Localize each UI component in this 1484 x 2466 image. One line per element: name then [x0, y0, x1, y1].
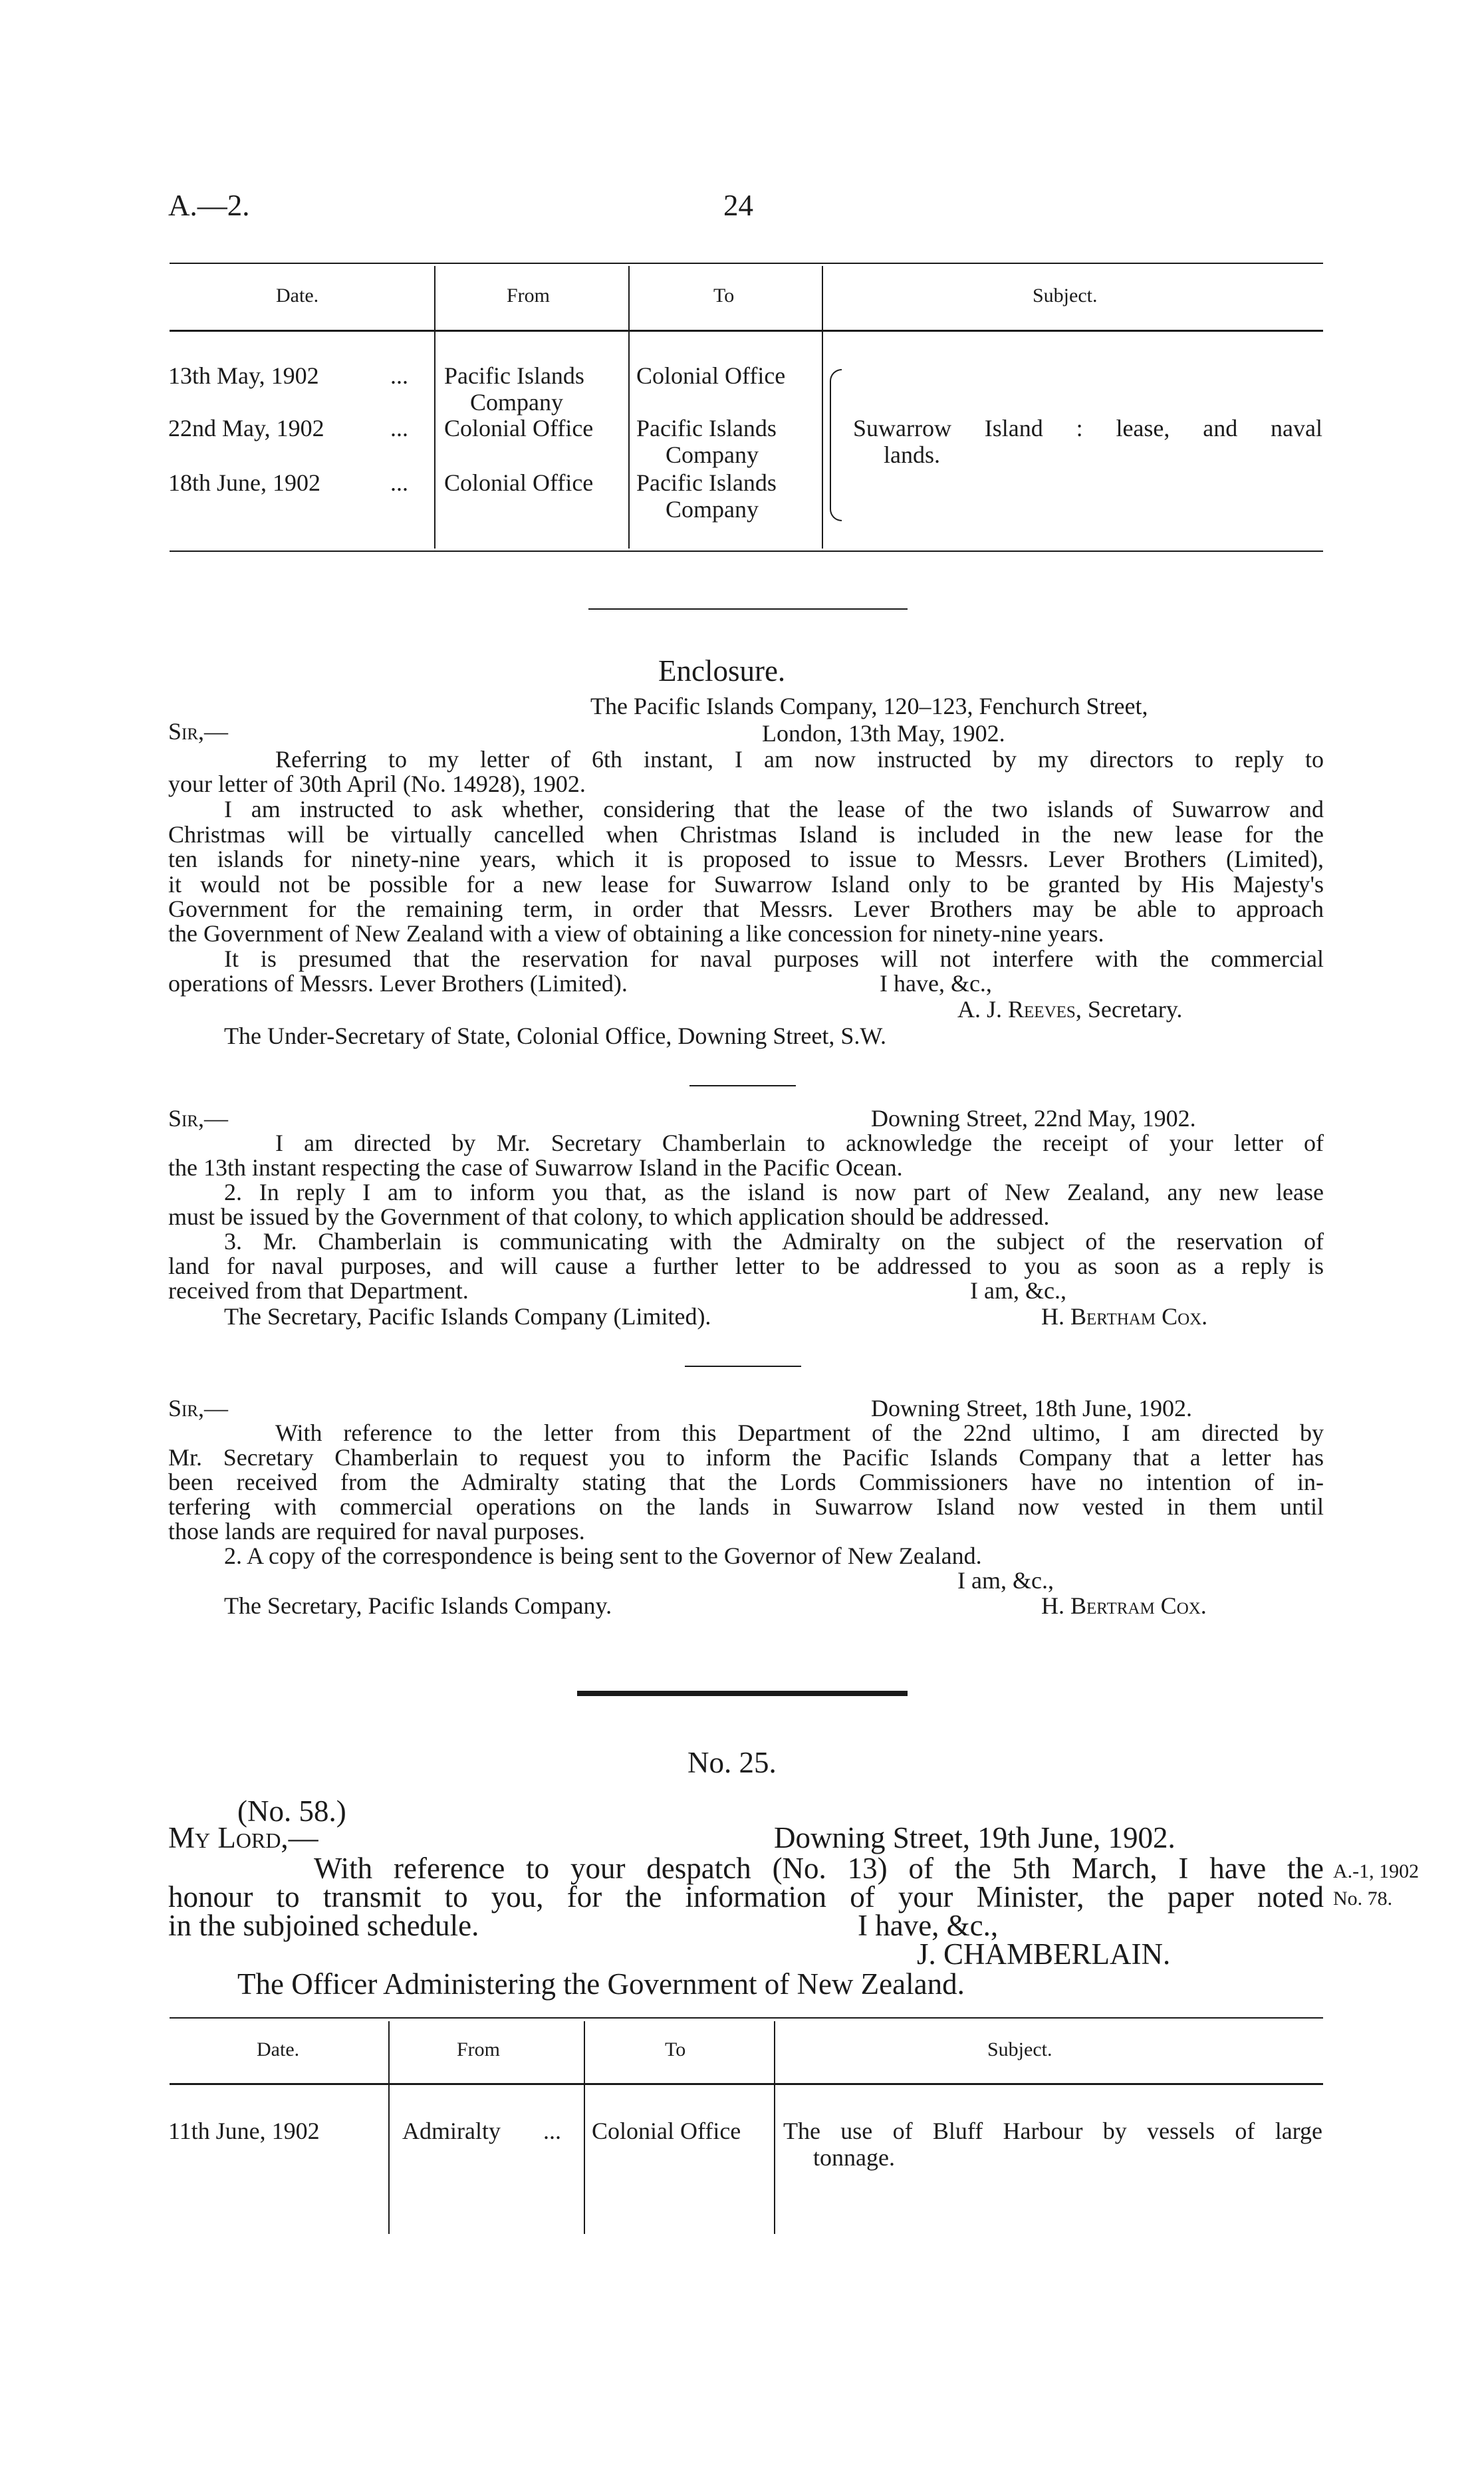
column-divider — [434, 266, 435, 549]
subject-text: tonnage. — [813, 2144, 895, 2171]
body-line: in the subjoined schedule. — [168, 1909, 479, 1942]
closing: I have, &c., — [880, 970, 992, 997]
row-date: 11th June, 1902 — [168, 2118, 320, 2144]
margin-note: A.-1, 1902 — [1333, 1860, 1420, 1882]
section-divider — [588, 608, 908, 610]
row-to: Pacific Islands — [636, 415, 777, 441]
signature-initial: H. — [1041, 1303, 1064, 1330]
column-divider — [584, 2021, 585, 2234]
table-bottom-rule — [170, 551, 1323, 552]
row-to: Pacific Islands — [636, 469, 777, 496]
row-date: 18th June, 1902 — [168, 469, 320, 496]
subject-text: Suwarrow Island : lease, and naval — [853, 415, 1322, 441]
header-subject: Subject. — [987, 2038, 1052, 2060]
body-line: terfering with commercial operations on the lands in Suwarrow Island now vested in them until — [168, 1493, 1324, 1520]
table-top-rule — [170, 2017, 1323, 2019]
signature-name: Bertham Cox. — [1070, 1303, 1208, 1330]
salutation: Sir,— — [168, 718, 229, 745]
header-date: Date. — [257, 2038, 300, 2060]
addressee: The Under-Secretary of State, Colonial Office, Downing Street, S.W. — [224, 1023, 887, 1049]
document-reference: A.—2. — [168, 189, 250, 222]
closing: I have, &c., — [858, 1909, 999, 1942]
signature — [1041, 1592, 1207, 1620]
row-from: Colonial Office — [444, 415, 594, 441]
row-from: Pacific Islands — [444, 362, 584, 389]
addressee: The Officer Administering the Government of New Zealand. — [237, 1967, 965, 2001]
body-line: With reference to the letter from this Department of the 22nd ultimo, I am directed by — [275, 1419, 1324, 1446]
body-line: Mr. Secretary Chamberlain to request you to inform the Pacific Islands Company that a letter has — [168, 1444, 1324, 1471]
leader-dots: ... — [390, 469, 408, 496]
row-to: Company — [666, 496, 759, 523]
despatch-number: No. 25. — [687, 1746, 777, 1779]
body-line: it would not be possible for a new lease for Suwarrow Island only to be granted by His Majesty's — [168, 871, 1324, 898]
body-line: received from that Department. — [168, 1277, 469, 1304]
signature: J. CHAMBERLAIN. — [917, 1937, 1171, 1971]
body-line: Referring to my letter of 6th instant, I am now instructed by my directors to reply to — [275, 746, 1324, 773]
body-line: been received from the Admiralty stating that the Lords Commissioners have no intention of in- — [168, 1469, 1324, 1495]
section-divider-thick — [577, 1691, 908, 1696]
body-line: Christmas will be virtually cancelled when Christmas Island is included in the new lease for the — [168, 821, 1324, 848]
column-divider — [774, 2021, 775, 2234]
subject-text: The use of Bluff Harbour by vessels of large — [783, 2118, 1322, 2144]
row-to: Colonial Office — [636, 362, 786, 389]
header-to: To — [665, 2038, 686, 2060]
table-header-rule — [170, 2083, 1323, 2085]
header-subject: Subject. — [1033, 285, 1098, 307]
margin-note: No. 78. — [1333, 1888, 1393, 1910]
letter-address: London, 13th May, 1902. — [762, 720, 1005, 747]
leader-dots: ... — [390, 362, 408, 389]
section-title: Enclosure. — [658, 654, 786, 687]
row-from: Company — [470, 389, 563, 416]
row-to: Company — [666, 441, 759, 468]
header-from: From — [457, 2038, 501, 2060]
body-line: I am instructed to ask whether, considering that the lease of the two islands of Suwarrow and — [224, 796, 1324, 822]
body-line: must be issued by the Government of that colony, to which application should be addressed. — [168, 1203, 1050, 1230]
body-line: ten islands for ninety-nine years, which it is proposed to issue to Messrs. Lever Brothers (Limited), — [168, 846, 1324, 872]
body-line: With reference to your despatch (No. 13) of the 5th March, I have the — [314, 1852, 1324, 1885]
letter-address: Downing Street, 22nd May, 1902. — [871, 1105, 1196, 1132]
header-to: To — [713, 285, 735, 307]
page-number: 24 — [723, 189, 753, 222]
row-date: 13th May, 1902 — [168, 362, 319, 389]
body-line: It is presumed that the reservation for naval purposes will not interfere with the commercial — [224, 945, 1324, 972]
header-date: Date. — [276, 285, 319, 307]
body-line: your letter of 30th April (No. 14928), 1902. — [168, 771, 586, 797]
section-divider — [685, 1366, 801, 1367]
row-to: Colonial Office — [592, 2118, 741, 2144]
table-top-rule — [170, 263, 1323, 264]
despatch-ref: (No. 58.) — [237, 1794, 346, 1828]
body-line: 3. Mr. Chamberlain is communicating with the Admiralty on the subject of the reservation of — [224, 1228, 1324, 1255]
row-date: 22nd May, 1902 — [168, 415, 324, 441]
column-divider — [822, 266, 823, 549]
letter-address: Downing Street, 18th June, 1902. — [871, 1395, 1192, 1421]
body-line: land for naval purposes, and will cause a further letter to be addressed to you as soon as a reply is — [168, 1253, 1324, 1279]
closing: I am, &c., — [957, 1567, 1054, 1594]
signature — [1041, 1303, 1207, 1330]
signature-name: Reeves — [1008, 996, 1076, 1023]
column-divider — [628, 266, 630, 549]
row-from: Admiralty — [402, 2118, 501, 2144]
signature-name: Bertram Cox. — [1070, 1592, 1207, 1619]
addressee: The Secretary, Pacific Islands Company (Limited). — [224, 1303, 711, 1330]
leader-dots: ... — [390, 415, 408, 441]
body-line: the 13th instant respecting the case of Suwarrow Island in the Pacific Ocean. — [168, 1154, 903, 1181]
body-line: the Government of New Zealand with a view of obtaining a like concession for ninety-nine years. — [168, 920, 1104, 947]
body-line: 2. A copy of the correspondence is being sent to the Governor of New Zealand. — [224, 1542, 982, 1569]
row-from: Colonial Office — [444, 469, 594, 496]
leader-dots: ... — [543, 2118, 561, 2144]
addressee: The Secretary, Pacific Islands Company. — [224, 1592, 612, 1619]
table-header-rule — [170, 330, 1323, 332]
letter-address: The Pacific Islands Company, 120–123, Fenchurch Street, — [590, 693, 1148, 719]
body-line: Government for the remaining term, in order that Messrs. Lever Brothers may be able to approach — [168, 896, 1324, 922]
signature-title: , Secretary. — [1075, 996, 1183, 1023]
signature — [957, 996, 1182, 1023]
letter-address: Downing Street, 19th June, 1902. — [774, 1821, 1175, 1854]
header-from: From — [507, 285, 551, 307]
brace-icon — [830, 369, 842, 521]
salutation: Sir,— — [168, 1395, 229, 1421]
body-line: 2. In reply I am to inform you that, as the island is now part of New Zealand, any new lease — [224, 1179, 1324, 1205]
section-divider — [689, 1085, 796, 1086]
body-line: operations of Messrs. Lever Brothers (Limited). — [168, 970, 628, 997]
signature-initial: H. — [1041, 1592, 1064, 1619]
salutation: My Lord,— — [168, 1821, 318, 1854]
body-line: those lands are required for naval purposes. — [168, 1518, 585, 1544]
signature-initials: A. J. — [957, 996, 1003, 1023]
subject-text: lands. — [884, 441, 940, 468]
salutation: Sir,— — [168, 1105, 229, 1132]
body-line: I am directed by Mr. Secretary Chamberlain to acknowledge the receipt of your letter of — [275, 1130, 1324, 1156]
closing: I am, &c., — [970, 1277, 1066, 1304]
body-line: honour to transmit to you, for the information of your Minister, the paper noted — [168, 1880, 1324, 1913]
column-divider — [388, 2021, 390, 2234]
